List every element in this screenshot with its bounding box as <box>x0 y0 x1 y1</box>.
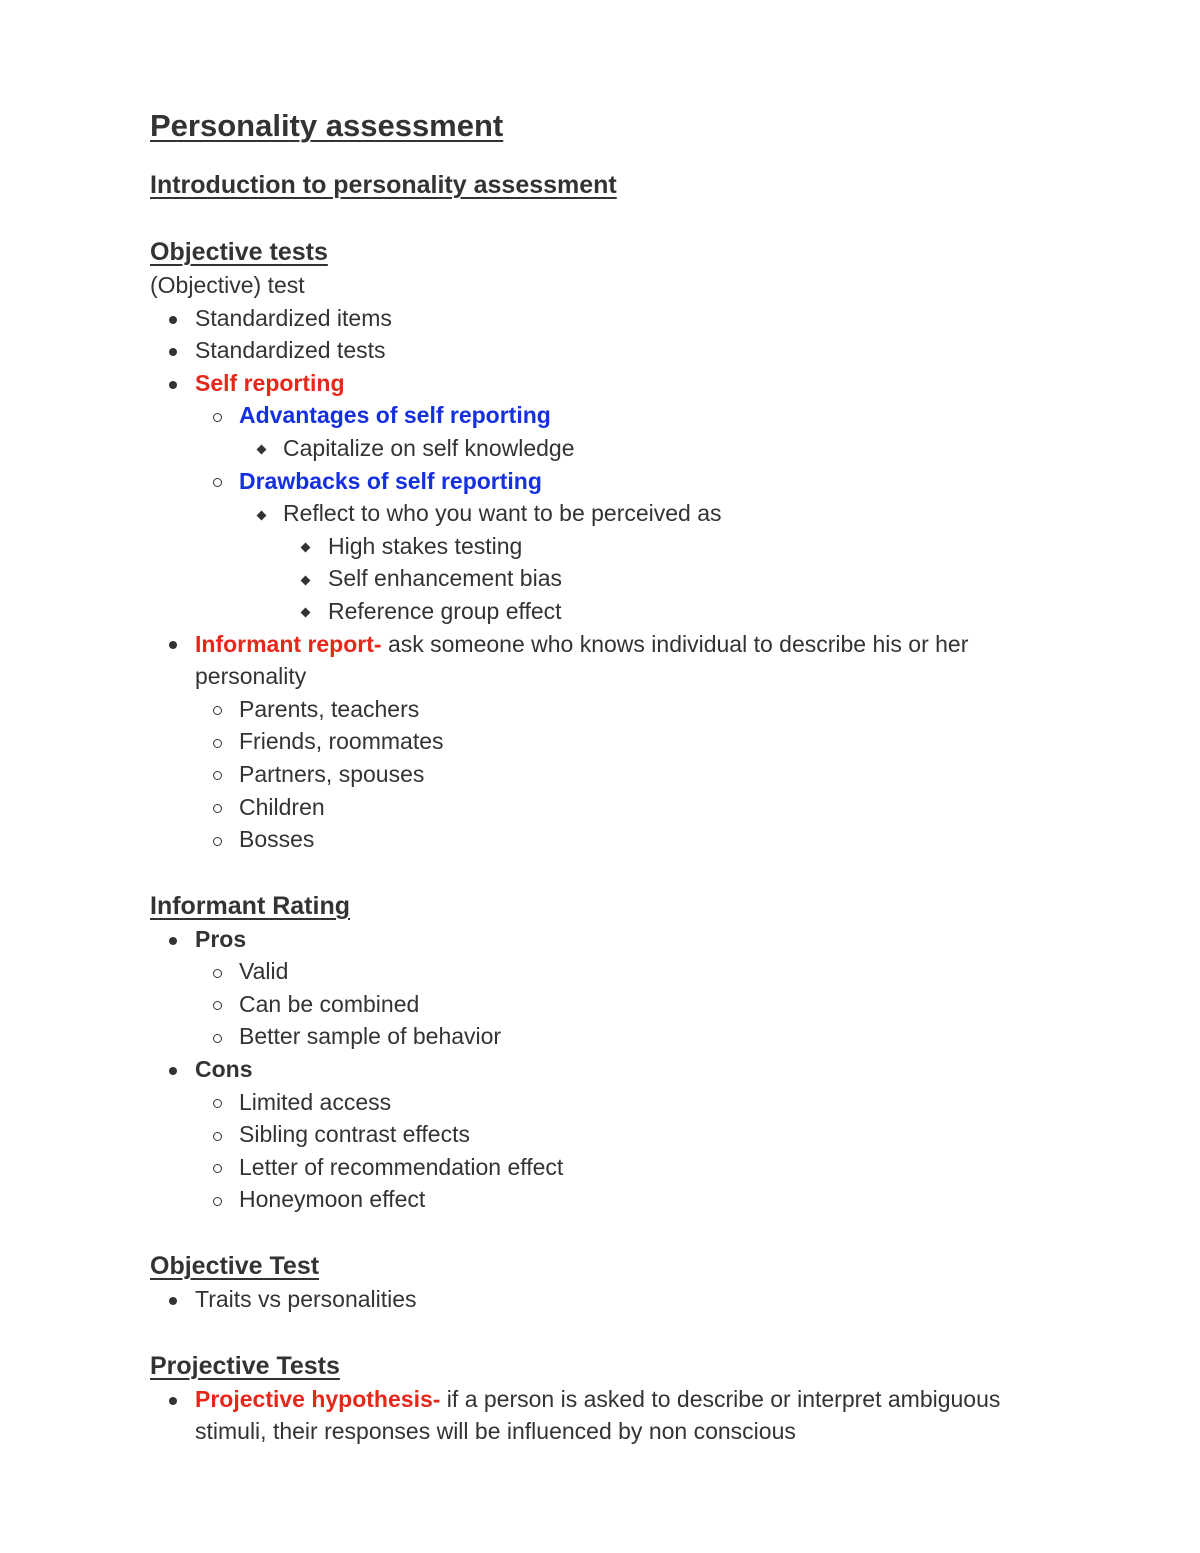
objective-tests-heading: Objective tests <box>150 238 328 266</box>
bullet-disc-icon <box>169 316 177 324</box>
list-item: Partners, spouses <box>150 758 1050 791</box>
bullet-disc-icon <box>169 937 177 945</box>
list-item <box>150 923 1050 956</box>
bullet-disc-icon <box>169 1297 177 1305</box>
intro-heading: Introduction to personality assessment <box>150 171 617 199</box>
list-item: Self enhancement bias <box>150 562 1050 595</box>
list-item: High stakes testing <box>150 530 1050 563</box>
projective-hypothesis-term: Projective hypothesis- <box>195 1385 441 1412</box>
bullet-disc-icon <box>169 348 177 356</box>
list-item: Traits vs personalities <box>150 1283 1050 1316</box>
spacer <box>150 1216 1050 1249</box>
bullet-circle-icon <box>213 1164 222 1173</box>
projective-hypothesis-definition: if a person is asked to describe or interpret ambiguous stimuli, their responses will be influenced by non conscious <box>195 1385 1001 1445</box>
bullet-circle-icon <box>213 478 222 487</box>
list-item <box>150 628 1045 693</box>
cons-label: Cons <box>195 1056 253 1083</box>
list-item: Capitalize on self knowledge <box>150 432 1050 465</box>
bullet-disc-icon <box>169 1397 177 1405</box>
informant-report-definition: ask someone who knows individual to describe his or her personality <box>195 630 969 690</box>
list-item: Reflect to who you want to be perceived as <box>150 497 1050 530</box>
self-reporting-term: Self reporting <box>195 369 345 396</box>
objective-test-heading: Objective Test <box>150 1252 320 1281</box>
bullet-diamond-icon <box>256 510 266 520</box>
list-item <box>150 399 1050 432</box>
list-item: Honeymoon effect <box>150 1183 1050 1216</box>
bullet-circle-icon <box>213 969 222 978</box>
bullet-diamond-icon <box>300 608 310 618</box>
list-item: Sibling contrast effects <box>150 1118 1050 1151</box>
advantages-term: Advantages of self reporting <box>239 402 551 429</box>
bullet-circle-icon <box>213 706 222 715</box>
bullet-circle-icon <box>213 1132 222 1141</box>
pros-label: Pros <box>195 925 247 952</box>
projective-tests-heading: Projective Tests <box>150 1351 340 1380</box>
document-page <box>150 104 1050 1448</box>
bullet-circle-icon <box>213 1001 222 1010</box>
bullet-diamond-icon <box>256 445 266 455</box>
list-item <box>150 465 1050 498</box>
drawbacks-term: Drawbacks of self reporting <box>239 467 542 494</box>
bullet-disc-icon <box>169 641 177 649</box>
bullet-diamond-icon <box>300 575 310 585</box>
list-item: Better sample of behavior <box>150 1020 1050 1053</box>
spacer <box>150 202 1050 235</box>
list-item: Parents, teachers <box>150 693 1050 726</box>
bullet-circle-icon <box>213 837 222 846</box>
list-item <box>150 367 1050 400</box>
bullet-circle-icon <box>213 1034 222 1043</box>
spacer <box>150 148 1050 168</box>
list-item: Letter of recommendation effect <box>150 1151 1050 1184</box>
bullet-circle-icon <box>213 739 222 748</box>
list-item: Children <box>150 791 1050 824</box>
informant-report-term: Informant report- <box>195 630 382 657</box>
list-item: Standardized tests <box>150 334 1050 367</box>
bullet-circle-icon <box>213 804 222 813</box>
bullet-circle-icon <box>213 413 222 422</box>
objective-tests-subtitle: (Objective) test <box>150 272 305 298</box>
list-item: Valid <box>150 955 1050 988</box>
informant-rating-heading: Informant Rating <box>150 891 350 920</box>
bullet-circle-icon <box>213 1197 222 1206</box>
document-title: Personality assessment <box>150 108 504 143</box>
bullet-circle-icon <box>213 1099 222 1108</box>
bullet-diamond-icon <box>300 543 310 553</box>
list-item <box>150 1053 1050 1086</box>
list-item: Standardized items <box>150 302 1050 335</box>
bullet-disc-icon <box>169 1067 177 1075</box>
list-item: Friends, roommates <box>150 725 1050 758</box>
list-item <box>150 1383 1035 1448</box>
list-item: Reference group effect <box>150 595 1050 628</box>
bullet-circle-icon <box>213 771 222 780</box>
list-item: Can be combined <box>150 988 1050 1021</box>
spacer <box>150 1316 1050 1349</box>
bullet-disc-icon <box>169 381 177 389</box>
list-item: Bosses <box>150 823 1050 856</box>
spacer <box>150 856 1050 889</box>
list-item: Limited access <box>150 1086 1050 1119</box>
